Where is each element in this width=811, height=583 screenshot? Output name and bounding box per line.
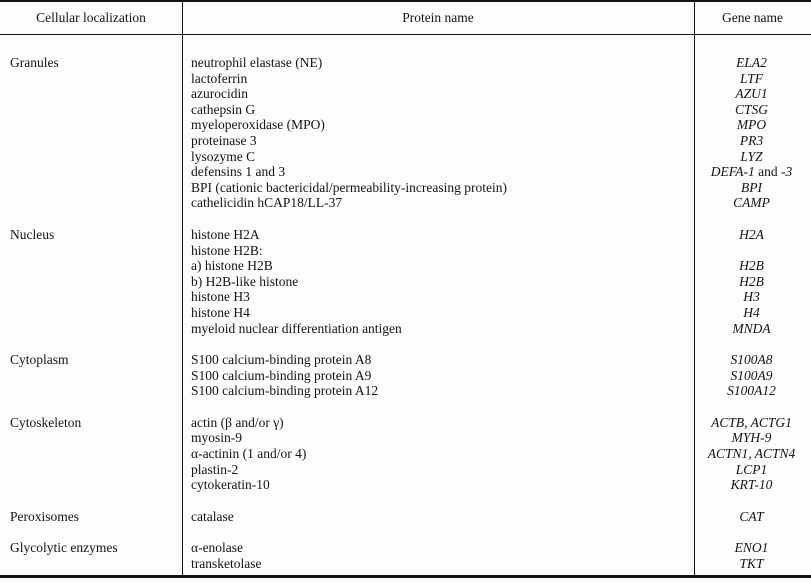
protein-cell: histone H2B: <box>191 242 263 258</box>
localization-cell: Cytoskeleton <box>10 414 82 430</box>
protein-cell: α-actinin (1 and/or 4) <box>191 446 307 462</box>
localization-cell <box>0 274 182 290</box>
gene-text: -3 <box>781 164 793 180</box>
gene-cell: CAT <box>739 508 764 524</box>
gene-cell: LYZ <box>740 148 763 164</box>
section-granules <box>0 55 811 211</box>
table-row <box>0 446 811 462</box>
protein-cell: neutrophil elastase (NE) <box>191 55 323 70</box>
localization-cell <box>0 556 182 572</box>
gene-cell <box>694 164 811 180</box>
gene-cell: LCP1 <box>735 461 768 477</box>
protein-cell: actin (β and/or γ) <box>191 414 284 430</box>
gene-cell: LTF <box>740 70 763 86</box>
gene-text: DEFA-1 <box>710 164 755 180</box>
protein-cell: cathepsin G <box>191 101 256 117</box>
table-row <box>0 477 811 493</box>
header-gene-name: Gene name <box>721 10 784 25</box>
gene-cell: S100A8 <box>730 352 773 368</box>
table-row <box>0 195 811 211</box>
localization-cell <box>0 258 182 274</box>
table-row <box>0 117 811 133</box>
table-row <box>0 102 811 118</box>
table-row <box>0 86 811 102</box>
localization-cell <box>0 430 182 446</box>
localization-cell <box>0 477 182 493</box>
protein-cell: histone H2A <box>191 226 260 242</box>
column-divider-1 <box>182 2 183 575</box>
localization-cell <box>0 305 182 321</box>
localization-cell <box>0 149 182 165</box>
table-row <box>0 227 811 243</box>
table-header <box>0 2 811 35</box>
table-row <box>0 258 811 274</box>
table-row <box>0 321 811 337</box>
table-row <box>0 509 811 525</box>
localization-cell <box>0 117 182 133</box>
section-glycolytic-enzymes <box>0 540 811 571</box>
protein-cell: histone H3 <box>191 289 250 305</box>
gene-cell: H2B <box>739 258 764 274</box>
gene-cell: ACTN1, ACTN4 <box>707 446 796 462</box>
section-cytoplasm <box>0 352 811 399</box>
localization-cell: Nucleus <box>10 226 55 242</box>
gene-cell: H3 <box>743 289 760 305</box>
table-row <box>0 430 811 446</box>
protein-cell: cytokeratin-10 <box>191 477 270 493</box>
protein-cell: myosin-9 <box>191 430 243 446</box>
table-row <box>0 55 811 71</box>
protein-cell: plastin-2 <box>191 461 239 477</box>
gene-cell: MPO <box>736 117 767 133</box>
protein-cell: lysozyme C <box>191 148 256 164</box>
localization-cell <box>0 195 182 211</box>
localization-cell: Glycolytic enzymes <box>10 540 118 556</box>
column-divider-2 <box>694 2 695 575</box>
localization-cell <box>0 180 182 196</box>
localization-cell <box>0 383 182 399</box>
gene-cell: S100A9 <box>730 367 773 383</box>
table-row <box>0 133 811 149</box>
table-row <box>0 368 811 384</box>
protein-cell: defensins 1 and 3 <box>191 164 286 180</box>
table-row <box>0 305 811 321</box>
table-row <box>0 415 811 431</box>
localization-cell <box>0 71 182 87</box>
localization-cell: Peroxisomes <box>10 508 79 524</box>
protein-cell: BPI (cationic bactericidal/permeability-increasing protein) <box>191 179 507 195</box>
gene-cell: KRT-10 <box>730 477 773 493</box>
gene-cell: ENO1 <box>734 540 769 556</box>
table-row <box>0 289 811 305</box>
table-row <box>0 462 811 478</box>
localization-cell: Cytoplasm <box>10 352 69 368</box>
gene-cell: S100A12 <box>727 383 776 399</box>
localization-cell <box>0 86 182 102</box>
table-row <box>0 274 811 290</box>
localization-cell <box>0 243 182 259</box>
table-row <box>0 71 811 87</box>
gene-cell: H2B <box>739 273 764 289</box>
localization-cell <box>0 462 182 478</box>
protein-cell: b) H2B-like histone <box>191 273 299 289</box>
gene-cell: H2A <box>739 226 764 242</box>
gene-cell: ELA2 <box>736 55 767 70</box>
localization-cell <box>0 289 182 305</box>
section-nucleus <box>0 227 811 336</box>
localization-cell <box>0 321 182 337</box>
gene-cell: PR3 <box>739 132 764 148</box>
gene-text: and <box>754 164 781 180</box>
table-body <box>0 35 811 572</box>
table-row <box>0 243 811 259</box>
gene-cell: MYH-9 <box>731 430 772 446</box>
table-row <box>0 352 811 368</box>
section-peroxisomes <box>0 509 811 525</box>
table-row <box>0 149 811 165</box>
gene-cell: ACTB, ACTG1 <box>711 414 792 430</box>
table-row <box>0 180 811 196</box>
localization-cell <box>0 164 182 180</box>
gene-cell: AZU1 <box>735 86 768 102</box>
localization-cell <box>0 368 182 384</box>
gene-cell: CAMP <box>733 195 770 211</box>
protein-cell: α-enolase <box>191 540 244 556</box>
protein-cell: myeloperoxidase (MPO) <box>191 117 325 133</box>
table-row <box>0 540 811 556</box>
protein-cell: a) histone H2B <box>191 258 273 274</box>
table-row <box>0 556 811 572</box>
protein-cell: S100 calcium-binding protein A9 <box>191 367 372 383</box>
section-cytoskeleton <box>0 415 811 493</box>
table-row <box>0 383 811 399</box>
localization-cell: Granules <box>10 55 59 70</box>
protein-cell: lactoferrin <box>191 70 248 86</box>
protein-cell: azurocidin <box>191 86 248 102</box>
protein-cell: histone H4 <box>191 304 250 320</box>
gene-cell: TKT <box>739 556 764 572</box>
protein-cell: myeloid nuclear differentiation antigen <box>191 320 402 336</box>
header-protein-name: Protein name <box>402 10 474 25</box>
gene-cell <box>694 243 811 259</box>
localization-cell <box>0 133 182 149</box>
gene-cell: H4 <box>743 304 760 320</box>
gene-cell: CTSG <box>734 101 768 117</box>
table-row <box>0 164 811 180</box>
protein-cell: transketolase <box>191 556 262 572</box>
protein-cell: cathelicidin hCAP18/LL-37 <box>191 195 343 211</box>
protein-cell: catalase <box>191 508 234 524</box>
protein-cell: proteinase 3 <box>191 132 257 148</box>
protein-cell: S100 calcium-binding protein A12 <box>191 383 379 399</box>
localization-cell <box>0 102 182 118</box>
protein-cell: S100 calcium-binding protein A8 <box>191 352 372 368</box>
gene-cell: MNDA <box>732 320 771 336</box>
localization-cell <box>0 446 182 462</box>
gene-cell: BPI <box>741 179 762 195</box>
header-cellular-localization: Cellular localization <box>36 10 146 25</box>
